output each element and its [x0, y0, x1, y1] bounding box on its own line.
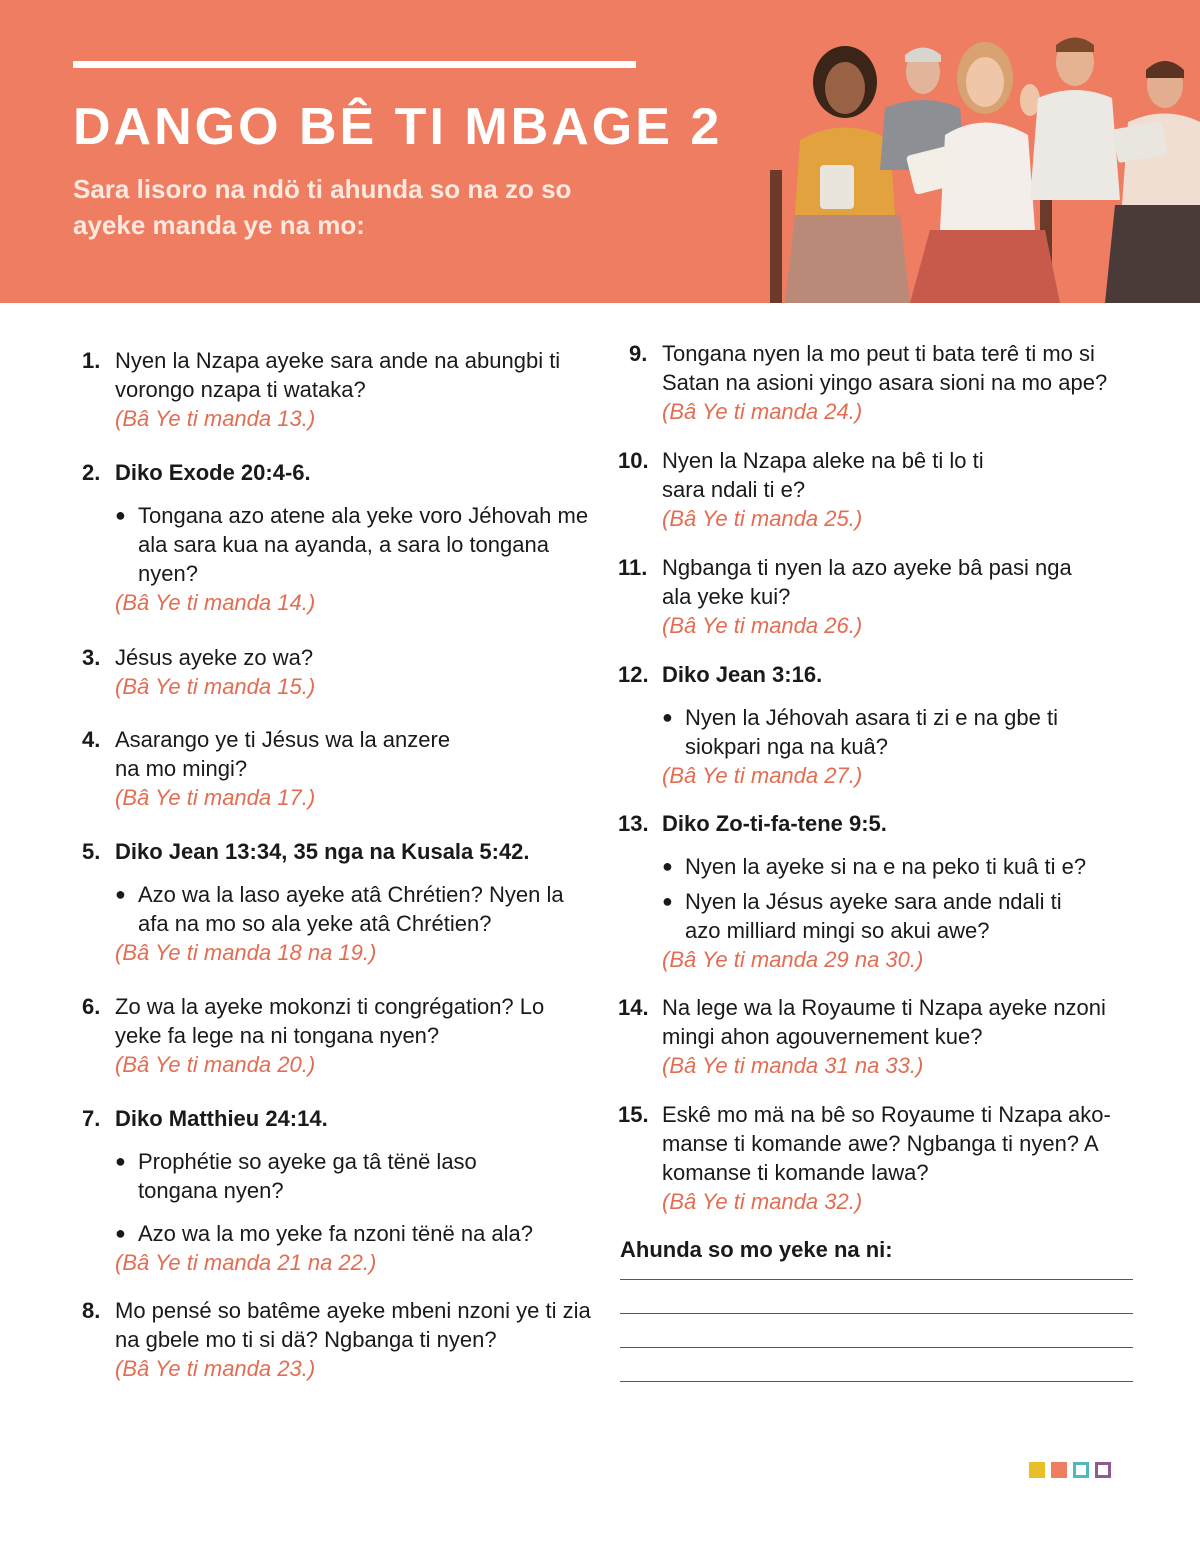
question-bullet	[82, 880, 592, 938]
question-5	[82, 837, 592, 967]
question-4	[82, 725, 592, 812]
bullet-icon: ●	[115, 884, 126, 904]
question-number: 4.	[82, 727, 101, 752]
answers-label: Ahunda so mo yeke na ni:	[620, 1237, 893, 1262]
question-number: 3.	[82, 645, 101, 670]
question-number: 12.	[618, 662, 649, 687]
question-number: 8.	[82, 1298, 101, 1323]
question-reference: (Bâ Ye ti manda 27.)	[662, 763, 863, 788]
orange-square-icon	[1051, 1462, 1067, 1478]
bullet-icon: ●	[662, 707, 673, 727]
question-reference: (Bâ Ye ti manda 31 na 33.)	[662, 1053, 924, 1078]
page-subtitle: Sara lisoro na ndö ti ahunda so na zo so ayeke manda ye na mo:	[73, 174, 572, 240]
question-number: 7.	[82, 1106, 101, 1131]
answer-line[interactable]	[620, 1279, 1133, 1280]
question-text: Diko Jean 13:34, 35 nga na Kusala 5:42.	[115, 839, 530, 864]
question-number: 10.	[618, 448, 649, 473]
page-title: DANGO BÊ TI MBAGE 2	[73, 98, 723, 156]
question-reference: (Bâ Ye ti manda 13.)	[115, 406, 316, 431]
question-reference: (Bâ Ye ti manda 20.)	[115, 1052, 316, 1077]
question-15	[618, 1100, 1138, 1216]
question-text: Mo pensé so batême ayeke mbeni nzoni ye ti zia na gbele mo ti si dä? Ngbanga ti nyen?	[115, 1298, 591, 1352]
question-reference: (Bâ Ye ti manda 17.)	[115, 785, 316, 810]
question-7	[82, 1104, 592, 1277]
question-text: Diko Zo-ti-fa-tene 9:5.	[662, 811, 887, 836]
answer-line[interactable]	[620, 1313, 1133, 1314]
bullet-icon: ●	[115, 1151, 126, 1171]
question-bullet	[82, 1219, 592, 1248]
question-reference: (Bâ Ye ti manda 21 na 22.)	[115, 1250, 377, 1275]
answer-line[interactable]	[620, 1381, 1133, 1382]
question-number: 9.	[629, 341, 648, 366]
question-number: 1.	[82, 348, 101, 373]
question-14	[618, 993, 1138, 1080]
question-number: 14.	[618, 995, 649, 1020]
question-reference: (Bâ Ye ti manda 14.)	[115, 590, 316, 615]
question-number: 5.	[82, 839, 101, 864]
question-bullet	[618, 703, 1138, 761]
question-12	[618, 660, 1138, 790]
question-3	[82, 643, 592, 701]
question-text: Eskê mo mä na bê so Royaume ti Nzapa ako-manse ti komande awe? Ngbanga ti nyen? A komanse ti komande lawa?	[662, 1102, 1111, 1185]
bullet-icon: ●	[662, 891, 673, 911]
question-number: 2.	[82, 460, 101, 485]
question-10	[618, 446, 1138, 533]
bullet-text: Nyen la Jésus ayeke sara ande ndali ti azo milliard mingi so akui awe?	[685, 889, 1062, 943]
teal-outline-square-icon	[1073, 1462, 1089, 1478]
question-13	[618, 809, 1138, 974]
bullet-text: Nyen la ayeke si na e na peko ti kuâ ti e?	[685, 854, 1087, 879]
question-text: Jésus ayeke zo wa?	[115, 645, 314, 670]
yellow-square-icon	[1029, 1462, 1045, 1478]
question-bullet	[82, 1147, 592, 1205]
question-bullet	[618, 887, 1138, 945]
people-illustration	[760, 0, 1200, 303]
bullet-text: Prophétie so ayeke ga tâ tënë laso tongana nyen?	[138, 1149, 477, 1203]
question-6	[82, 992, 592, 1079]
question-number: 11.	[618, 555, 648, 580]
question-bullet	[82, 501, 592, 588]
question-reference: (Bâ Ye ti manda 25.)	[662, 506, 863, 531]
question-text: Diko Matthieu 24:14.	[115, 1106, 328, 1131]
question-reference: (Bâ Ye ti manda 23.)	[115, 1356, 316, 1381]
question-text: Diko Exode 20:4-6.	[115, 460, 311, 485]
answer-line[interactable]	[620, 1347, 1133, 1348]
question-reference: (Bâ Ye ti manda 26.)	[662, 613, 863, 638]
question-text: Nyen la Nzapa aleke na bê ti lo ti sara ndali ti e?	[662, 448, 984, 502]
question-bullet	[618, 852, 1138, 881]
header-banner	[0, 0, 1200, 303]
question-text: Nyen la Nzapa ayeke sara ande na abungbi ti vorongo nzapa ti wataka?	[115, 348, 561, 402]
question-text: Zo wa la ayeke mokonzi ti congrégation? Lo yeke fa lege na ni tongana nyen?	[115, 994, 545, 1048]
question-1	[82, 346, 592, 433]
question-text: Diko Jean 3:16.	[662, 662, 823, 687]
header-rule	[73, 61, 636, 68]
bullet-icon: ●	[115, 505, 126, 525]
bullet-text: Azo wa la mo yeke fa nzoni tënë na ala?	[138, 1221, 534, 1246]
question-number: 13.	[618, 811, 649, 836]
bullet-text: Nyen la Jéhovah asara ti zi e na gbe ti siokpari nga na kuâ?	[685, 705, 1059, 759]
bullet-text: Azo wa la laso ayeke atâ Chrétien? Nyen la afa na mo so ala yeke atâ Chrétien?	[138, 882, 564, 936]
question-number: 15.	[618, 1102, 649, 1127]
question-text: Tongana nyen la mo peut ti bata terê ti mo si Satan na asioni yingo asara sioni na mo ape?	[662, 341, 1108, 395]
question-8	[82, 1296, 592, 1383]
question-text: Asarango ye ti Jésus wa la anzere na mo mingi?	[115, 727, 451, 781]
question-reference: (Bâ Ye ti manda 32.)	[662, 1189, 863, 1214]
question-text: Na lege wa la Royaume ti Nzapa ayeke nzoni mingi ahon agouvernement kue?	[662, 995, 1106, 1049]
question-reference: (Bâ Ye ti manda 15.)	[115, 674, 316, 699]
question-text: Ngbanga ti nyen la azo ayeke bâ pasi nga ala yeke kui?	[662, 555, 1072, 609]
question-9	[618, 339, 1138, 426]
bullet-icon: ●	[115, 1223, 126, 1243]
question-11	[618, 553, 1138, 640]
question-reference: (Bâ Ye ti manda 24.)	[662, 399, 863, 424]
question-number: 6.	[82, 994, 101, 1019]
question-reference: (Bâ Ye ti manda 18 na 19.)	[115, 940, 377, 965]
bullet-text: Tongana azo atene ala yeke voro Jéhovah me ala sara kua na ayanda, a sara lo tongana nyen?	[138, 503, 589, 586]
decorative-squares	[1029, 1462, 1111, 1478]
bullet-icon: ●	[662, 856, 673, 876]
question-reference: (Bâ Ye ti manda 29 na 30.)	[662, 947, 924, 972]
purple-outline-square-icon	[1095, 1462, 1111, 1478]
question-2	[82, 458, 592, 617]
